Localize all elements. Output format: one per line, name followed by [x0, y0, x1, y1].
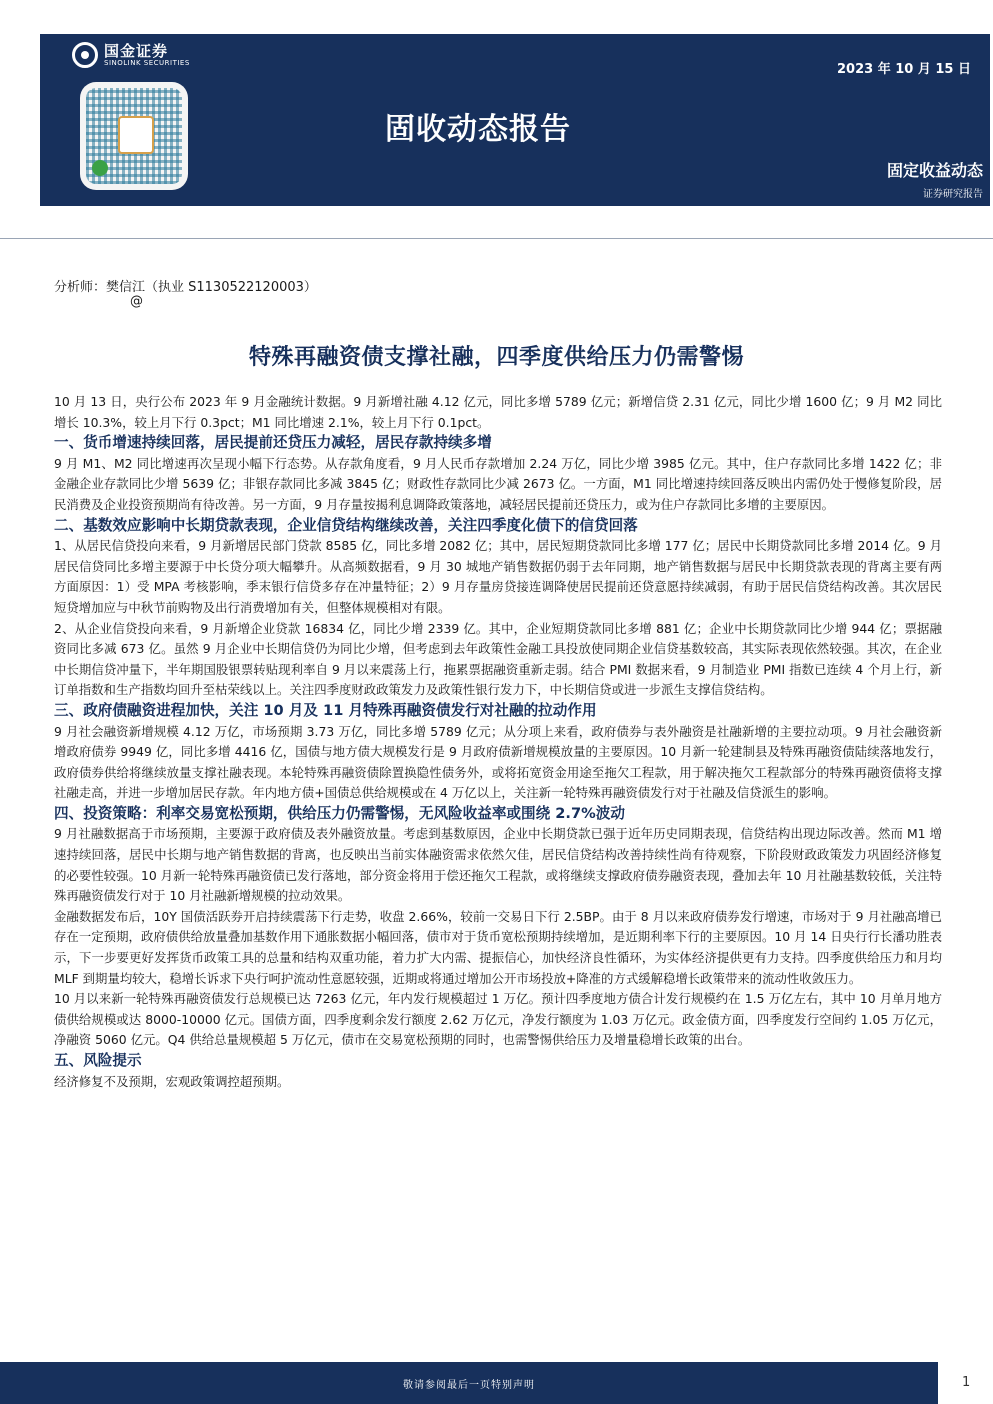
section-heading-3: 三、政府债融资进程加快，关注 10 月及 11 月特殊再融资债发行对社融的拉动作用	[54, 701, 597, 719]
section-2-paragraph-1: 1、从居民信贷投向来看，9 月新增居民部门贷款 8585 亿，同比多增 2082 亿；其中，居民短期贷款同比多增 177 亿；居民中长期贷款同比多增 2014 亿。9 月居民信贷同比多增主要源于中长贷分项大幅攀升。从高频数据看，9 月 30 城地产销售数据仍弱于去年同期，地产销售数据与居民中长期贷款表现的背离主要有两方面原因：1）受 MPA 考核影响，季末银行信贷多存在冲量特征；2）9 月存量房贷接连调降使居民提前还贷意愿持续减弱，有助于居民信贷结构改善。其次居民短贷增加应与中秋节前购物及出行消费增加有关，但整体规模相对有限。	[54, 538, 942, 615]
report-subcategory: 证券研究报告	[923, 189, 983, 200]
section-heading-1: 一、货币增速持续回落，居民提前还贷压力减轻，居民存款持续多增	[54, 434, 492, 452]
logo-icon	[72, 42, 98, 68]
qr-center-logo-icon	[118, 116, 154, 154]
page-number: 1	[962, 1375, 971, 1390]
company-logo	[72, 42, 190, 68]
intro-paragraph: 10 月 13 日，央行公布 2023 年 9 月金融统计数据。9 月新增社融 4.12 亿元，同比多增 5789 亿元；新增信贷 2.31 亿元，同比少增 1600 亿；9 月 M2 同比增长 10.3%，较上月下行 0.3pct；M1 同比增速 2.1%，较上月下行 0.1pct。	[54, 394, 942, 430]
report-category: 固定收益动态	[886, 161, 983, 180]
footer-disclaimer-note: 敬请参阅最后一页特别声明	[403, 1380, 535, 1391]
article-body	[54, 392, 942, 1092]
report-date: 2023 年 10 月 15 日	[837, 62, 971, 77]
analyst-line: 分析师：樊信江（执业 S1130522120003）	[54, 280, 317, 295]
report-title: 固收动态报告	[385, 112, 571, 147]
section-4-paragraph-1: 9 月社融数据高于市场预期，主要源于政府债及表外融资放量。考虑到基数原因，企业中长期贷款已强于近年历史同期表现，信贷结构出现边际改善。然而 M1 增速持续回落，居民中长期与地产销售数据的背离，也反映出当前实体融资需求依然欠佳，居民信贷结构改善持续性尚有待观察，下阶段财政政策发力巩固经济修复的必要性较强。10 月新一轮特殊再融资债已发行落地，部分资金将用于偿还拖欠工程款，或将继续支撑政府债券融资表现，叠加去年 10 月社融基数较低，关注特殊再融资债发行对于 10 月社融新增规模的拉动效果。	[54, 826, 942, 904]
section-heading-4: 四、投资策略：利率交易宽松预期，供给压力仍需警惕，无风险收益率或围绕 2.7%波动	[54, 804, 625, 822]
section-2-paragraph-2: 2、从企业信贷投向来看，9 月新增企业贷款 16834 亿，同比少增 2339 亿。其中，企业短期贷款同比多增 881 亿；企业中长期贷款同比少增 944 亿；票据融资同比多减 673 亿。虽然 9 月企业中长期信贷仍为同比少增，但考虑到去年政策性金融工具投放使同期企业信贷基数较高，其实际表现依然较强。其次，在企业中长期信贷冲量下，半年期国股银票转贴现利率自 9 月以来震荡上行，拖累票据融资重新走弱。结合 PMI 数据来看，9 月制造业 PMI 指数已连续 4 个月上行，新订单指数和生产指数均回升至枯荣线以上。关注四季度财政政策发力及政策性银行发力下，中长期信贷或进一步派生支撑信贷结构。	[54, 620, 942, 698]
section-4-paragraph-2: 金融数据发布后，10Y 国债活跃券开启持续震荡下行走势，收盘 2.66%，较前一交易日下行 2.5BP。由于 8 月以来政府债券发行增速，市场对于 9 月社融高增已存在一定预期，政府债供给放量叠加基数作用下通胀数据小幅回落，债市对于货币宽松预期持续增加，是近期利率下行的主要原因。10 月 14 日央行行长潘功胜表示，下一步要更好发挥货币政策工具的总量和结构双重功能，着力扩大内需、提振信心，加快经济良性循环，为实体经济提供更有力支持。四季度供给压力和月均 MLF 到期量均较大，稳增长诉求下央行呵护流动性意愿较强，近期或将通过增加公开市场投放+降准的方式缓解稳增长政策带来的流动性收敛压力。	[54, 908, 942, 986]
logo-cn-text: 国金证券	[104, 41, 169, 60]
header-divider	[0, 238, 993, 239]
qr-code	[80, 82, 188, 190]
section-3-paragraph: 9 月社会融资新增规模 4.12 万亿，市场预期 3.73 万亿，同比多增 5789 亿元；从分项上来看，政府债券与表外融资是社融新增的主要拉动项。9 月社会融资新增政府债券 9949 亿，同比多增 4416 亿，国债与地方债大规模发行是 9 月政府债新增规模放量的主要原因。10 月新一轮建制县及特殊再融资债陆续落地发行，政府债券供给将继续放量支撑社融表现。本轮特殊再融资债除置换隐性债务外，或将拓宽资金用途至拖欠工程款，用于解决拖欠工程款部分的特殊再融资债将支撑社融走高，并进一步增加居民存款。年内地方债+国债总供给规模或在 4 万亿以上，关注新一轮特殊再融资债发行对于社融及信贷派生的影响。	[54, 723, 942, 801]
section-4-paragraph-3: 10 月以来新一轮特殊再融资债发行总规模已达 7263 亿元，年内发行规模超过 1 万亿。预计四季度地方债合计发行规模约在 1.5 万亿左右，其中 10 月单月地方债供给规模或达 8000-10000 亿元。国债方面，四季度剩余发行额度 2.62 万亿元，净发行额度为 1.03 万亿元。政金债方面，四季度发行空间约 1.05 万亿元，净融资 5060 亿元。Q4 供给总量规模超 5 万亿元，债市在交易宽松预期的同时，也需警惕供给压力及增量稳增长政策的出台。	[54, 991, 942, 1048]
section-heading-2: 二、基数效应影响中长期贷款表现，企业信贷结构继续改善，关注四季度化债下的信贷回落	[54, 516, 638, 534]
analyst-email[interactable]: @	[130, 294, 143, 309]
section-5-paragraph: 经济修复不及预期，宏观政策调控超预期。	[54, 1073, 290, 1089]
logo-en-text: SINOLINK SECURITIES	[104, 58, 190, 67]
wechat-badge-icon	[92, 160, 108, 176]
article-headline: 特殊再融资债支撑社融，四季度供给压力仍需警惕	[248, 345, 744, 370]
section-heading-5: 五、风险提示	[54, 1052, 142, 1069]
section-1-paragraph: 9 月 M1、M2 同比增速再次呈现小幅下行态势。从存款角度看，9 月人民币存款增加 2.24 万亿，同比少增 3985 亿元。其中，住户存款同比多增 1422 亿；非金融企业存款同比少增 5639 亿；非银存款同比多减 3845 亿；财政性存款同比少减 2673 亿。一方面，M1 同比增速持续回落反映出内需仍处于慢修复阶段，居民消费及企业投资预期尚有待改善。另一方面，9 月存量按揭利息调降政策落地，减轻居民提前还贷压力，或为住户存款同比多增的主要原因。	[54, 455, 942, 512]
